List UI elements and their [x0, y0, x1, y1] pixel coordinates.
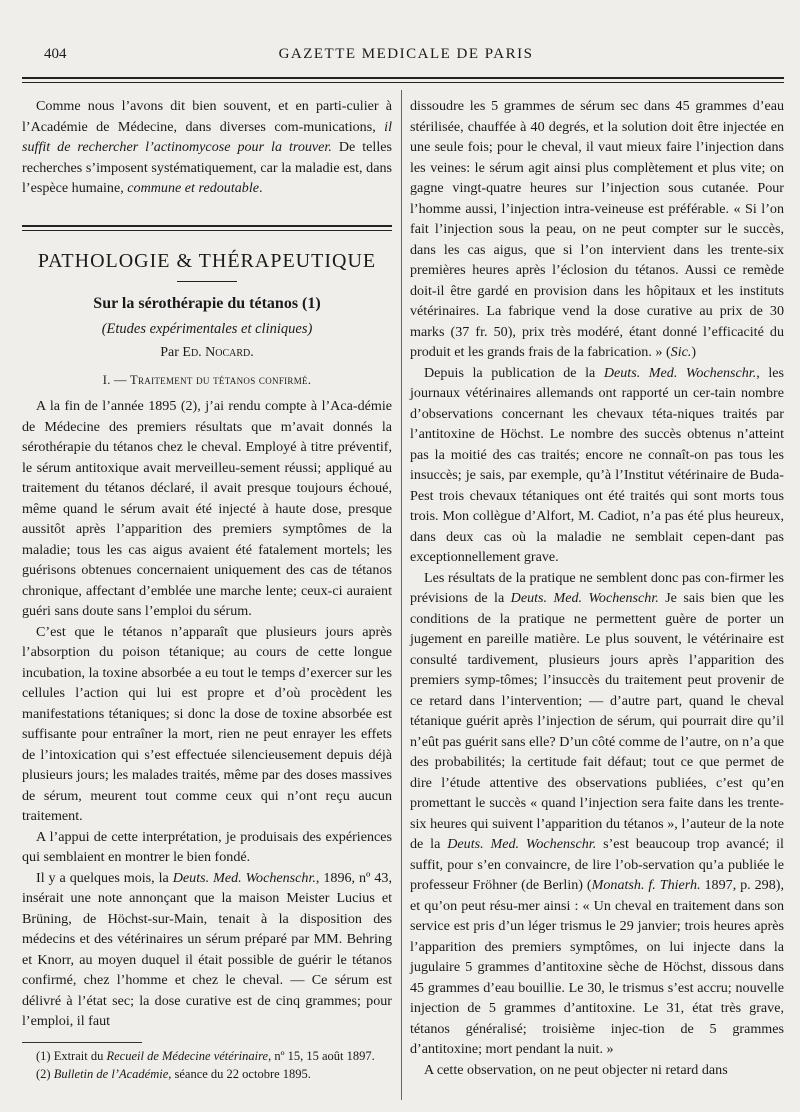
section-divider [22, 225, 392, 231]
page-number: 404 [44, 46, 67, 62]
footnote-rule [22, 1042, 142, 1043]
footnote-2: (2) Bulletin de l’Académie, séance du 22 octobre 1895. [36, 1066, 311, 1081]
paragraph: A cette observation, on ne peut objecter ni retard dans [424, 1061, 728, 1078]
paragraph: Depuis la publication de la Deuts. Med. Wochenschr., les journaux vétérinaires allemands ont rapporté un cer-tain nombre d’observations concernant les chevaux téta-niques traités par l’antitoxine de Höchst. Le nombre des succès obtenus n’atteint pas la moitié des cas traités; encore ne connaît-on pas tous les insuccès; je sais, par exemple, qu’à l’Institut vétérinaire de Buda-Pest trois chevaux tétaniques ont été traités qui sont morts tous trois. Mon collègue d’Alfort, M. Cadiot, n’a pas été plus heureux, dans deux cas où la maladie ne semblait cepen-dant pas exceptionnellement grave. [410, 364, 784, 565]
footnote-1: (1) Extrait du Recueil de Médecine vétérinaire, nº 15, 15 août 1897. [36, 1048, 375, 1063]
paragraph: dissoudre les 5 grammes de sérum sec dans 45 grammes d’eau stérilisée, chauffée à 40 degrés, et la solution doit être injectée en une seule fois; pour le cheval, il vaut mieux faire l’injection dans les veines: le sérum agit ainsi plus complètement et plus vite; on gagne vingt-quatre heures sur l’injection sous cutanée. Pour l’homme aussi, l’injection intra-veineuse est préférable. « Si l’on fait l’injection sous la peau, on ne peut compter sur le succès, dans les cas aigus, que si l’on intervient dans les trente-six premières heures après l’éclosion du tétanos. Aussi ce remède doit-il être gardé en provision dans les hôpitaux et les instituts vétérinaires. La fabrique vend la dose curative au prix de 30 marks (37 fr. 50), prix très modéré, étant donné l’efficacité du produit et les grands frais de la fabrication. » (Sic.) [410, 98, 784, 360]
journal-title: GAZETTE MEDICALE DE PARIS [278, 46, 534, 62]
paragraph: Il y a quelques mois, la Deuts. Med. Wochenschr., 1896, nº 43, insérait une note annonçant que la maison Meister Lucius et Brüning, de Höchst-sur-Main, tenait à la disposition des médecins et des vétérinaires un sérum préparé par MM. Behring et Knorr, au moyen duquel il était possible de guérir le tétanos confirmé, chez l’homme et chez le cheval. — Ce sérum est délivré à l’état sec; la dose curative est de cinq grammes; pour l’emploi, il faut [22, 869, 392, 1029]
header-rule [22, 77, 784, 83]
column-divider [401, 90, 402, 1100]
left-column [22, 96, 392, 1083]
intro-paragraph: Comme nous l’avons dit bien souvent, et en parti-culier à l’Académie de Médecine, dans diverses com-munications, il suffit de rechercher l’actinomycose pour la trouver. De telles recherches s’imposent systématiquement, car la maladie est, dans l’espèce humaine, commune et redoutable. [22, 98, 392, 196]
subheading: I. — Traitement du tétanos confirmé. [102, 372, 312, 387]
paragraph: C’est que le tétanos n’apparaît que plusieurs jours après l’absorption du poison tétanique; au cours de cette longue incubation, la toxine absorbée a eu tout le temps d’exercer sur les cellules l’action qui lui est propre et d’où procèdent les manifestations tétaniques; si donc la dose de toxine absorbée est suffisante pour entraîner la mort, rien ne peut enrayer les effets de l’intoxication qui s’est effectuée silencieusement depuis déjà plusieurs jours; les malades traités, même par des doses massives de sérum, meurent tout comme ceux qui n’ont reçu aucun traitement. [22, 623, 392, 824]
section-title: PATHOLOGIE & THÉRAPEUTIQUE [37, 249, 377, 272]
paragraph: Les résultats de la pratique ne semblent donc pas con-firmer les prévisions de la Deuts. Med. Wochenschr. Je sais bien que les conditions de la pratique ne permettent guère de porter un jugement en pareille matière. Le plus souvent, le vétérinaire est consulté tardivement, plusieurs jours après l’apparition des premiers symp-tômes; l’insuccès du traitement peut provenir de ce retard dans l’intervention; — d’autre part, quand le cheval tétanique guérit après l’injection de sérum, qui pourrait dire qu’il n’eût pas guérit sans elle? D’un côté comme de l’autre, on n’a que des probabilités; la certitude fait défaut; tout ce que permet de dire l’étude attentive des observations publiées, c’est qu’en promettant le succès « quand l’injection sera faite dans les trente-six heures qui suivent l’apparition du tétanos », l’auteur de la note de la Deuts. Med. Wochenschr. s’est beaucoup trop avancé; il suffit, pour s’en convaincre, de lire l’ob-servation qu’a publiée le professeur Fröhner (de Berlin) (Monatsh. f. Thierh. 1897, p. 298), et qu’on peut résu-mer ainsi : « Un cheval en traitement dans son service est pris d’un léger trismus le 29 janvier; trois heures après l’apparition des premiers symptômes, on lui injecte dans la jugulaire 5 grammes d’antitoxine sèche de Höchst, dissous dans 45 grammes d’eau bouillie. Le 30, le trismus s’est accru; nouvelle injection de 5 grammes d’antitoxine. Le 31, état très grave, tétanos généralisé; troisième injec-tion de 5 grammes d’antitoxine; mort pendant la nuit. » [410, 569, 784, 1057]
article-subtitle: (Etudes expérimentales et cliniques) [101, 320, 313, 337]
paragraph: A l’appui de cette interprétation, je produisais des expériences qui semblaient en montrer le bien fondé. [22, 828, 392, 865]
article-title: Sur la sérothérapie du tétanos (1) [93, 295, 321, 312]
paragraph: A la fin de l’année 1895 (2), j’ai rendu compte à l’Aca-démie de Médecine des premiers résultats que m’avait donnés la sérothérapie du tétanos chez le cheval. Employé à titre préventif, le sérum antitoxique avait merveilleu-sement réussi; appliqué au traitement du tétanos déclaré, il avait presque toujours échoué, même quand le sérum avait été injecté à haute dose, presque aussitôt après l’apparition des premiers symptômes de la maladie; tous les cas aigus avaient été fatalement mortels; les guérisons obtenues concernaient uniquement des cas de tétanos chronique, affectant d’emblée une marche lente; ceux-ci auraient guéri sans doute sans l’emploi du sérum. [22, 398, 392, 619]
right-column [410, 96, 784, 1080]
running-header [30, 46, 782, 70]
footnotes [22, 1047, 392, 1083]
title-rule [177, 281, 237, 282]
article-author: Par Ed. Nocard. [160, 345, 254, 360]
